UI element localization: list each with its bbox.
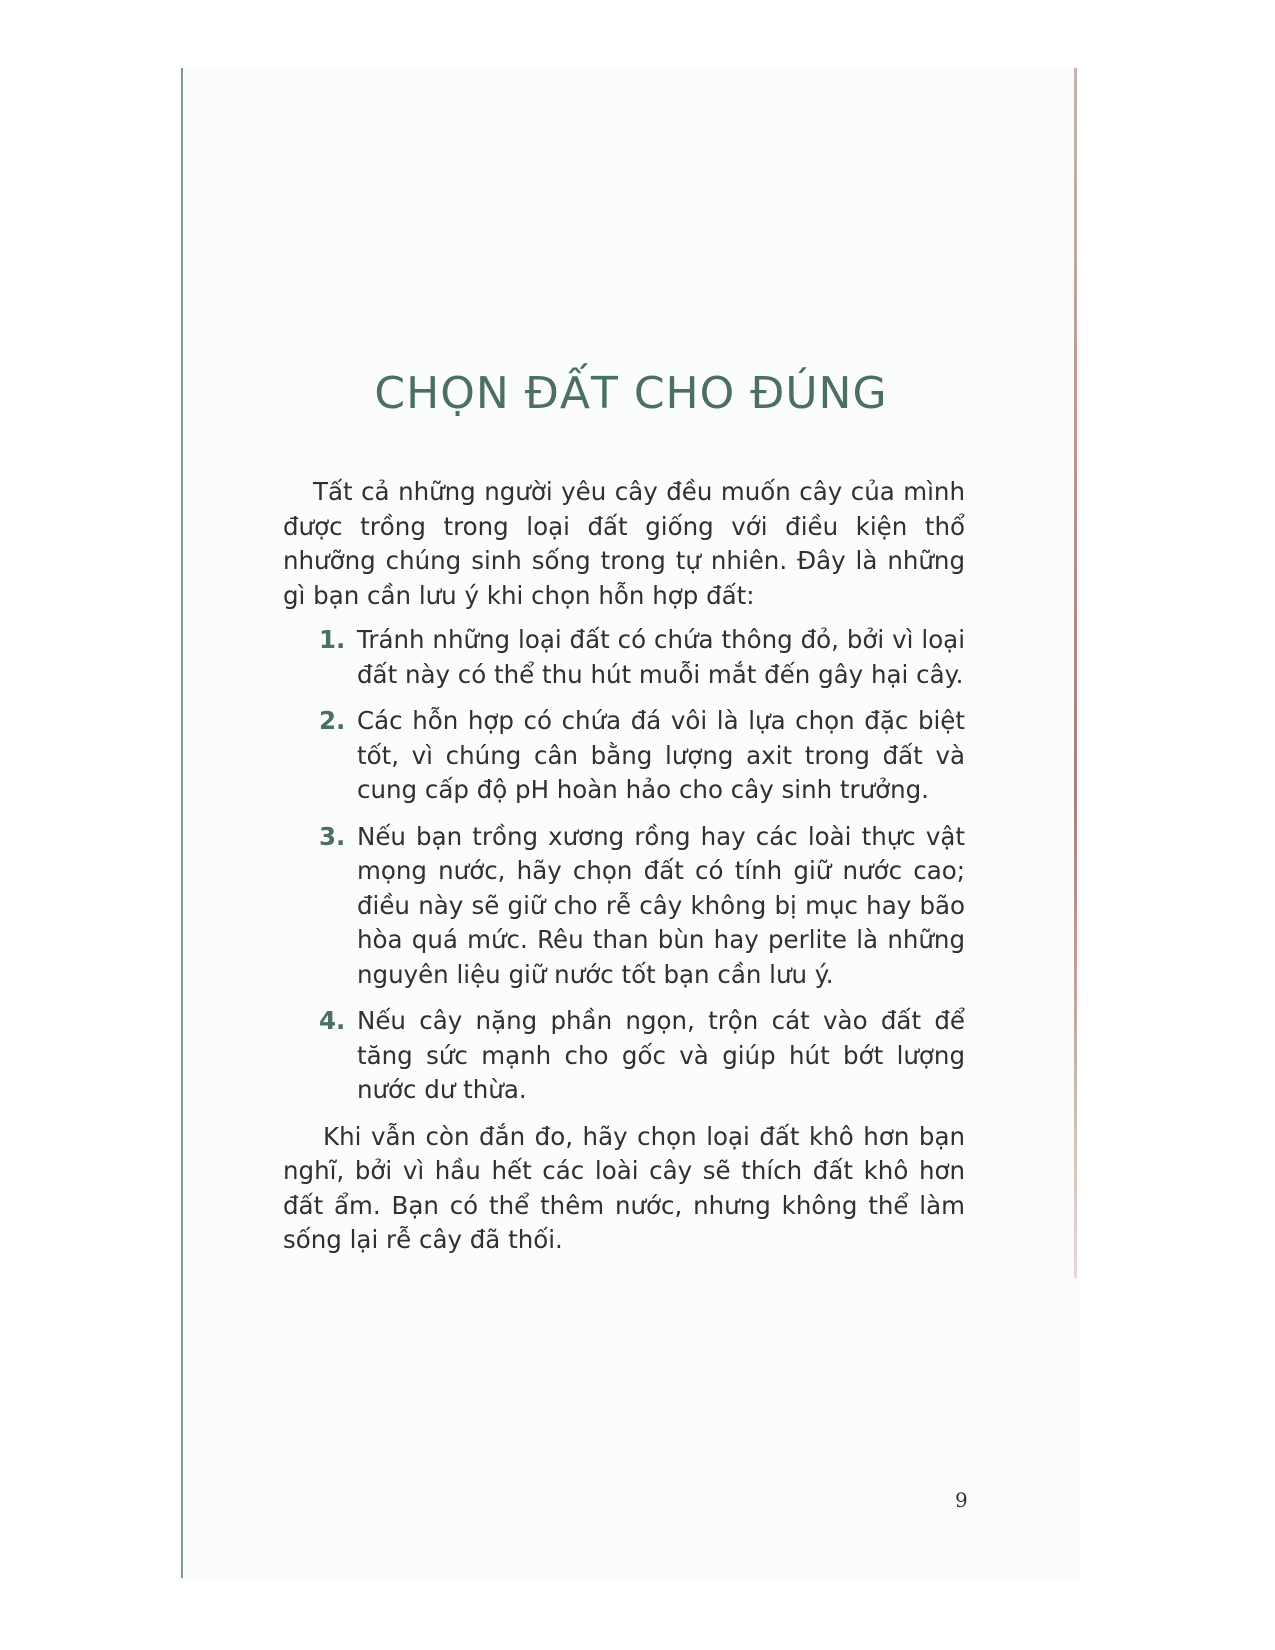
list-item bbox=[319, 820, 965, 993]
list-item-text: Nếu bạn trồng xương rồng hay các loài thực vật mọng nước, hãy chọn đất có tính giữ nước cao; điều này sẽ giữ cho rễ cây không bị mục hay bão hòa quá mức. Rêu than bùn hay perlite là những nguyên liệu giữ nước tốt bạn cần lưu ý. bbox=[357, 821, 965, 989]
intro-paragraph: Tất cả những người yêu cây đều muốn cây của mình được trồng trong loại đất giống với điều kiện thổ nhưỡng chúng sinh sống trong tự nhiên. Đây là những gì bạn cần lưu ý khi chọn hỗn hợp đất: bbox=[283, 477, 965, 610]
list-number: 3. bbox=[319, 821, 346, 851]
list-item bbox=[319, 623, 965, 692]
list-item-text: Nếu cây nặng phần ngọn, trộn cát vào đất để tăng sức mạnh cho gốc và giúp hút bớt lượng nước dư thừa. bbox=[357, 1006, 965, 1104]
list-item-text: Các hỗn hợp có chứa đá vôi là lựa chọn đặc biệt tốt, vì chúng cân bằng lượng axit trong đất và cung cấp độ pH hoàn hảo cho cây sinh trưởng. bbox=[357, 706, 965, 804]
list-item bbox=[319, 704, 965, 808]
closing-paragraph: Khi vẫn còn đắn đo, hãy chọn loại đất khô hơn bạn nghĩ, bởi vì hầu hết các loài cây sẽ thích đất khô hơn đất ẩm. Bạn có thể thêm nước, nhưng không thể làm sống lại rễ cây đã thối. bbox=[283, 1121, 965, 1254]
list-number: 4. bbox=[319, 1006, 346, 1035]
tips-list bbox=[283, 623, 965, 1108]
page-edge-right bbox=[1074, 68, 1077, 1278]
list-item bbox=[319, 1004, 965, 1108]
list-number: 2. bbox=[319, 706, 346, 735]
list-item-text: Tránh những loại đất có chứa thông đỏ, bởi vì loại đất này có thể thu hút muỗi mắt đến gây hại cây. bbox=[357, 625, 965, 689]
page-number: 9 bbox=[955, 1488, 968, 1512]
body-text bbox=[283, 475, 965, 1258]
page-title: CHỌN ĐẤT CHO ĐÚNG bbox=[374, 368, 888, 419]
list-number: 1. bbox=[319, 625, 346, 654]
